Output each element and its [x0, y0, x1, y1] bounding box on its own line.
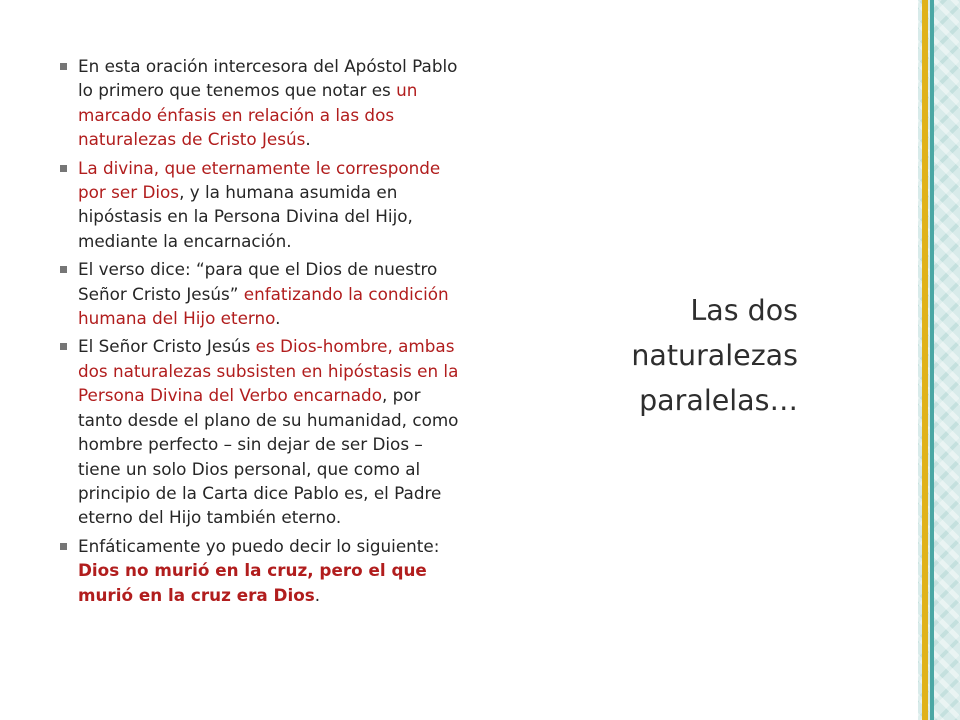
bullet-text-segment: , por tanto desde el plano de su humanidad, como hombre perfecto – sin dejar de ser Dios – tiene un solo Dios personal, que como al principio de la Carta dice Pablo es, el Padre eterno del Hijo también eterno. [78, 385, 459, 528]
bullet-item [58, 257, 462, 330]
bullet-text-segment: El verso dice: “para que el Dios de nuestro Señor Cristo Jesús” [78, 259, 438, 304]
bullet-text-segment: . [314, 584, 321, 605]
gold-stripe [922, 0, 928, 720]
bullet-list [58, 54, 462, 611]
slide-title-line: naturalezas [631, 339, 798, 372]
bullet-item [58, 334, 462, 529]
slide-title-line: Las dos [690, 294, 798, 327]
square-bullet-icon [60, 63, 67, 70]
bullet-item [58, 156, 462, 254]
bullet-item [58, 534, 462, 607]
teal-stripe [930, 0, 934, 720]
bullet-text-emphasis: es Dios-hombre, ambas dos naturalezas subsisten en hipóstasis en la Persona Divina del Verbo encarnado [78, 336, 459, 406]
square-bullet-icon [60, 343, 67, 350]
slide-title [560, 288, 798, 423]
bullet-text-segment: . [275, 308, 281, 329]
bullet-text-emphasis: La divina, que eternamente le corresponde por ser Dios [78, 157, 441, 203]
square-bullet-icon [60, 266, 67, 273]
bullet-text-segment: Enfáticamente yo puedo decir lo siguiente: [78, 535, 440, 556]
bullet-text-segment: El Señor Cristo Jesús [78, 336, 256, 357]
bullet-text-emphasis: enfatizando la condición humana del Hijo eterno [78, 283, 449, 329]
slide-title-line: paralelas… [639, 384, 798, 417]
bullet-item [58, 54, 462, 152]
square-bullet-icon [60, 543, 67, 550]
bullet-text-emphasis-bold: Dios no murió en la cruz, pero el que murió en la cruz era Dios [78, 560, 427, 605]
bullet-text-segment: . [305, 129, 311, 150]
bullet-text-emphasis: un marcado énfasis en relación a las dos naturalezas de Cristo Jesús [78, 80, 418, 150]
square-bullet-icon [60, 165, 67, 172]
bullet-text-segment: , y la humana asumida en hipóstasis en la Persona Divina del Hijo, mediante la encarnación. [78, 182, 413, 251]
bullet-text-segment: En esta oración intercesora del Apóstol Pablo lo primero que tenemos que notar es [78, 56, 458, 101]
